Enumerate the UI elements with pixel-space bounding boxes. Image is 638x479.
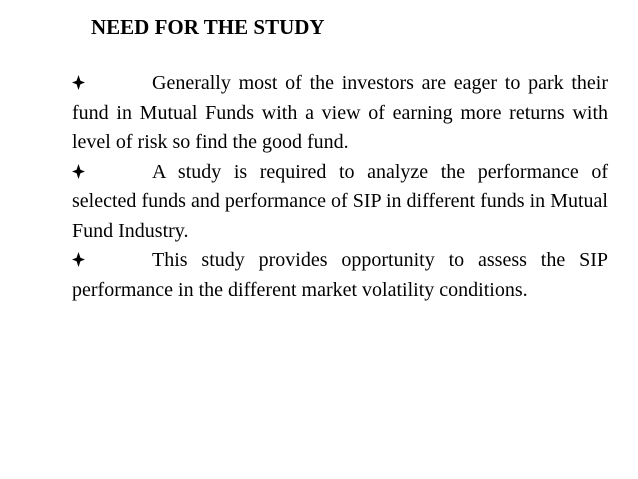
bullet-point xyxy=(72,246,608,305)
diamond-bullet-icon xyxy=(72,252,85,267)
bullet-text: This study provides opportunity to assess the SIP performance in the different market volatility conditions. xyxy=(72,249,608,301)
slide-title: NEED FOR THE STUDY xyxy=(91,15,325,39)
diamond-bullet-icon xyxy=(72,164,85,179)
bullet-point xyxy=(72,158,608,247)
bullet-text: Generally most of the investors are eager to park their fund in Mutual Funds with a view of earning more returns with level of risk so find the good fund. xyxy=(72,72,608,153)
bullet-point xyxy=(72,69,608,158)
diamond-bullet-icon xyxy=(72,75,85,90)
bullet-list xyxy=(72,69,608,305)
bullet-text: A study is required to analyze the performance of selected funds and performance of SIP in different funds in Mutual Fund Industry. xyxy=(72,160,608,242)
